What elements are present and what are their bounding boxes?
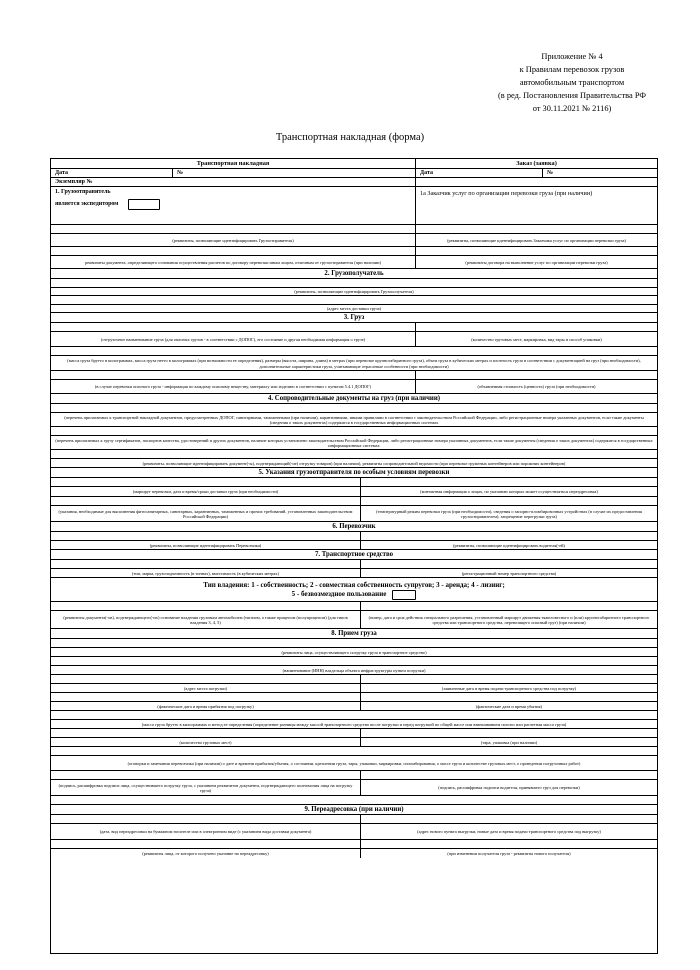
- special-permit-caption: (номер, дата и срок действия специального разрешения, установленный маршрут движения тяжеловесного и (или) крупногабаритного транспортного средства или транспортного средства, перевозящего опасный груз) (при наличии): [368, 614, 650, 625]
- carrier-caption: (реквизиты, позволяющие идентифицировать Перевозчика): [51, 541, 361, 550]
- document-title: Транспортная накладная (форма): [275, 132, 425, 143]
- consignee-caption: (реквизиты, позволяющие идентифицировать Грузополучателя): [294, 289, 414, 295]
- section-1-title: 1. Грузоотправитель: [55, 189, 111, 195]
- section-7-title: 7. Транспортное средство: [314, 551, 394, 558]
- expeditor-line: [55, 199, 160, 210]
- consignor-caption: (реквизиты, позволяющие идентифицировать Грузоотправителя): [51, 234, 416, 247]
- section-9-caption-1: [51, 823, 657, 840]
- section-9-title: 9. Переадресовка (при наличии): [304, 806, 404, 813]
- declared-value-caption: (объявленная стоимость (ценность) груза (при необходимости): [477, 384, 596, 390]
- section-5-title: 5. Указания грузоотправителя по особым условиям перевозки: [258, 469, 450, 476]
- requirements-caption: (указания, необходимые для выполнения фитосанитарных, санитарных, карантинных, таможенных и прочих требований, установленных законодательством Российской Федерации): [51, 506, 361, 522]
- loading-address-caption: (адрес места погрузки): [51, 684, 361, 693]
- new-unloading-caption: (адрес нового пункта выгрузки, новые дата и время подачи транспортного средства под выгрузку): [417, 829, 601, 835]
- contact-caption: (контактная информация о лицах, по указанию которых может осуществляться переадресовка): [420, 489, 598, 495]
- new-recipient-caption: (при изменении получателя груза - реквизиты нового получателя): [447, 850, 571, 856]
- section-3-caption-1: [51, 331, 657, 347]
- section-1-caption-row-2: [51, 255, 657, 269]
- payment-basis-caption: реквизиты документа, определяющего основания осуществления расчетов по договору перевозки иным лицом, отличным от грузоотправителя (при наличии): [51, 256, 416, 269]
- copy-number-label[interactable]: Экземпляр №: [51, 178, 416, 187]
- loader-caption: (реквизиты лица, осуществляющего погрузку груза в транспортное средство): [281, 649, 427, 655]
- section-1-row: [51, 186, 657, 225]
- driver-signature-caption: (подпись, расшифровка подписи водителя, принявшего груз для перевозки): [438, 785, 580, 791]
- vehicle-type-caption: (тип, марка, грузоподъемность (в тоннах), вместимость (в кубических метрах): [51, 569, 361, 578]
- ownership-types-line-1: Тип владения: 1 - собственность; 2 - совместная собственность супругов; 3 - аренда; 4 - лизинг;: [203, 580, 505, 589]
- section-1-caption-row: [51, 233, 657, 247]
- section-6-title: 6. Перевозчик: [332, 523, 376, 530]
- waybill-title: Транспортная накладная: [51, 159, 416, 168]
- redirect-source-caption: (реквизиты лица, от которого получено указание на переадресовку): [51, 849, 361, 858]
- cargo-places-caption: (количество грузовых мест, маркировка, вид тары и способ упаковки): [471, 336, 602, 342]
- vehicle-reg-caption: (регистрационный номер транспортного средства): [461, 570, 557, 576]
- ownership-types-line-2: 5 - безвозмездное пользование: [291, 590, 387, 598]
- section-4-caption-1: [51, 412, 657, 427]
- section-4-caption-2: [51, 435, 657, 450]
- expeditor-label: является экспедитором: [55, 201, 119, 208]
- appendix-line-1: Приложение № 4: [541, 52, 603, 61]
- driver-caption: (реквизиты, позволяющие идентифицировать водителя(-ей): [453, 542, 565, 548]
- section-8-caption-7: [51, 755, 657, 771]
- section-8-title: 8. Прием груза: [331, 630, 377, 637]
- declared-arrival-caption: (заявленные дата и время подачи транспортного средства под погрузку): [441, 685, 577, 691]
- appendix-line-2: к Правилам перевозок грузов: [519, 65, 625, 74]
- section-8-caption-8: [51, 779, 657, 796]
- cargo-mass-caption: (масса груза брутто в килограммах, масса груза нетто в килограммах (при возможности ее определения), размеры (высота, ширина, длина) в метрах (при перевозке крупногабаритного груза), объем груза в кубических метрах и плотность груза в соответствии с документацией на груз (при необходимости), дополнительные характеристики груза, учитывающие отраслевые особенности (при необходимости): [67, 358, 641, 369]
- section-4-title: 4. Сопроводительные документы на груз (при наличии): [267, 395, 440, 402]
- shipment-docs-caption: (реквизиты, позволяющие идентифицировать документ(-ы), подтверждающий(-ие) отгрузку товаров) (при наличии), реквизиты сопроводительной ведомости (при перевозке груженых контейнеров или порожних контейнеров): [142, 460, 566, 466]
- places-count-caption: (количество грузовых мест): [51, 738, 361, 747]
- customer-caption: (реквизиты, позволяющие идентифицировать Заказчика услуг по организации перевозки груза): [447, 237, 626, 243]
- certificates-caption: (перечень прилагаемых к грузу сертификатов, паспортов качества, удостоверений и других документов, наличие которых установлено законодательством Российской Федерации, либо регистрационные номера указанных документов, если такие документы (сведения о таких документах) содержатся в государственных информационных системах: [55, 437, 653, 448]
- section-9-caption-2: [51, 848, 657, 858]
- appendix-line-5: от 30.11.2021 № 2116): [532, 104, 612, 113]
- packaging-caption: (тара, упаковка (при наличии): [480, 739, 538, 745]
- section-3-caption-2: [51, 355, 657, 371]
- actual-arrival-caption: (фактические дата и время прибытия под погрузку): [51, 702, 361, 711]
- cargo-name-caption: (отгрузочное наименование груза (для опасных грузов - в соответствии с ДОПОГ), его состояние и другая необходимая информация о грузе): [51, 332, 416, 347]
- route-caption: (маршрут перевозки, дата и время/сроки доставки груза (при необходимости): [51, 487, 361, 497]
- order-date-label[interactable]: Дата: [416, 169, 543, 178]
- ownership-types-line-2-wrap: [292, 590, 417, 600]
- section-3-title: 3. Груз: [343, 314, 365, 321]
- expeditor-checkbox[interactable]: [128, 199, 160, 210]
- section-2-title: 2. Грузополучатель: [324, 270, 384, 277]
- dangerous-cargo-caption: (в случае перевозки опасного груза - информация по каждому опасному веществу, материалу или изделию в соответствии с пунктом 5.4.1 ДОПОГ): [51, 380, 416, 394]
- appendix-line-4: (в ред. Постановления Правительства РФ: [498, 91, 646, 100]
- redirect-date-caption: (дата, вид переадресовки на бумажном носителе или в электронном виде (с указанием вида доставки документа): [51, 824, 361, 840]
- transport-waybill-form: [50, 158, 658, 954]
- waybill-number-label[interactable]: №: [173, 169, 416, 178]
- delivery-address-caption: (адрес места доставки груза): [326, 306, 382, 312]
- temperature-caption: (температурный режим перевозки груза (при необходимости), сведения о запорно-пломбировочных устройствах (в случае их предоставления грузоотправителем), запрещение перегрузки груза): [376, 508, 642, 519]
- waybill-date-label[interactable]: Дата: [51, 169, 173, 178]
- gross-mass-caption: (масса груза брутто в килограммах и метод ее определения (определение разницы между массой транспортного средства после погрузки и перед погрузкой по общей массе или взвешиванием поосно или расчетная масса груза): [141, 721, 567, 727]
- attached-docs-caption: (перечень прилагаемых к транспортной накладной документов, предусмотренных ДОПОГ, санитарными, таможенными (при наличии), карантинными, иными правилами в соответствии с законодательством Российской Федерации, либо регистрационные номера указанных документов, если такие документы (сведения о таких документах) содержатся в государственных информационных системах: [64, 414, 644, 425]
- loader-signature-caption: (подпись, расшифровка подписи лица, осуществившего погрузку груза, с указанием реквизитов документа, подтверждающего полномочия лица на погрузку груза): [51, 780, 361, 796]
- ownership-row: [51, 577, 657, 602]
- carrier-remarks-caption: (оговорки и замечания перевозчика (при наличии) о дате и времени прибытия/убытия, о состоянии, креплении груза, тары, упаковки, маркировки, опломбирования, о массе груза и количестве грузовых мест, о проведении погрузочных работ): [127, 760, 581, 766]
- top-titles-row: [51, 159, 657, 168]
- section-1a-customer: 1а Заказчик услуг по организации перевозки груза (при наличии): [420, 190, 593, 197]
- appendix-line-3: автомобильным транспортом: [519, 78, 625, 87]
- section-5-caption-2: [51, 505, 657, 522]
- section-7-caption-2: [51, 610, 657, 629]
- ownership-docs-caption: (реквизиты документа(-ов), подтверждающего(-их) основание владения грузовым автомобилем (тягачом, а также прицепом (полуприцепом) (для типов владения 3, 4, 5): [51, 611, 361, 629]
- contract-caption: (реквизиты договора на выполнение услуг по организации перевозки груза): [465, 259, 608, 265]
- appendix-header: [472, 50, 672, 115]
- ownership-type-box[interactable]: [392, 590, 416, 600]
- order-number-label[interactable]: №: [547, 169, 554, 176]
- infrastructure-owner-caption: (наименование (ИНН) владельца объекта инфраструктуры пункта погрузки): [282, 667, 426, 673]
- actual-departure-caption: (фактические дата и время убытия): [475, 703, 543, 709]
- order-title: Заказ (заявка): [516, 159, 557, 167]
- section-3-caption-3: [51, 379, 657, 394]
